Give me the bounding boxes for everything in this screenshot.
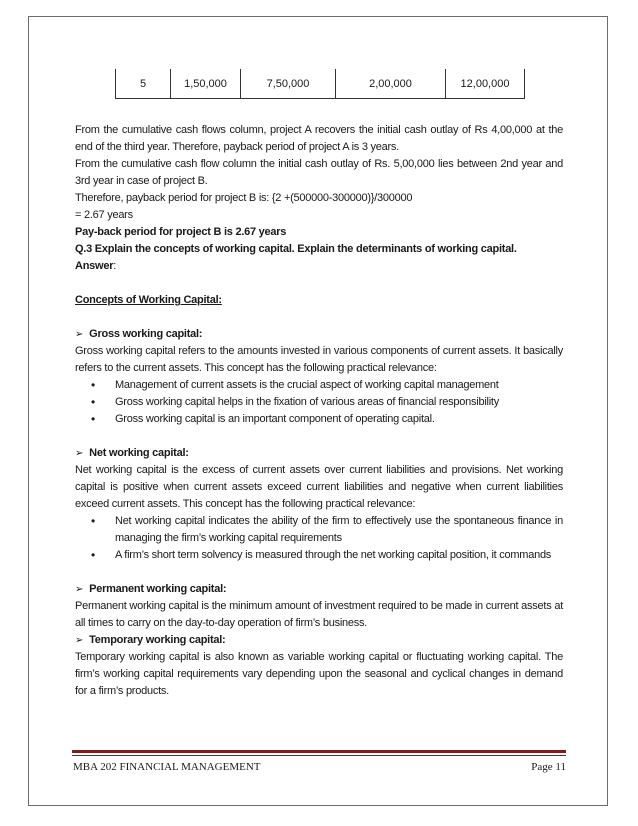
- gross-bullet-list: [75, 377, 563, 428]
- arrow-bullet-icon: ➢: [75, 584, 84, 595]
- paragraph-payback-formula: Therefore, payback period for project B is: {2 +(500000-300000)}/300000: [75, 192, 413, 204]
- question-heading: Q.3 Explain the concepts of working capital. Explain the determinants of working capital.: [75, 243, 517, 255]
- table-cell-cash-flow-a: 1,50,000: [171, 69, 241, 98]
- list-item: • A firm’s short term solvency is measured through the net working capital position, it commands: [75, 547, 563, 564]
- footer-page-number: Page 11: [531, 761, 566, 773]
- arrow-bullet-icon: ➢: [75, 329, 84, 340]
- table-cell-year: 5: [116, 69, 171, 98]
- arrow-bullet-icon: ➢: [75, 448, 84, 459]
- subheading-temporary: ➢ Temporary working capital:: [75, 634, 226, 646]
- section-heading-concepts: Concepts of Working Capital:: [75, 294, 222, 306]
- footer-rule-thick: [72, 750, 566, 753]
- table-cell-cumulative-a: 7,50,000: [241, 69, 336, 98]
- subheading-gross: ➢ Gross working capital:: [75, 328, 203, 340]
- arrow-bullet-icon: ➢: [75, 635, 84, 646]
- paragraph-temporary: Temporary working capital is also known as variable working capital or fluctuating working capital. The firm’s working capital requirements vary depending upon the seasonal and cyclical changes in demand for a firm’s products.: [75, 651, 563, 697]
- paragraph-permanent: Permanent working capital is the minimum amount of investment required to be made in current assets at all times to carry on the day-to-day operation of firm’s business.: [75, 600, 563, 629]
- paragraph-net: Net working capital is the excess of current assets over current liabilities and provisions. Net working capital is positive when current assets exceed current liabilities and negative when current liabilities exceed current assets. This concept has the following practical relevance:: [75, 464, 563, 510]
- answer-label: Answer:: [75, 260, 117, 272]
- payback-conclusion: Pay-back period for project B is 2.67 years: [75, 226, 287, 238]
- table-cell-cumulative-b: 12,00,000: [460, 77, 510, 90]
- paragraph-project-b: From the cumulative cash flow column the initial cash outlay of Rs. 5,00,000 lies between 2nd year and 3rd year in case of project B.: [75, 158, 563, 187]
- table-row: [115, 69, 525, 99]
- document-body: [75, 122, 563, 700]
- footer-rule-thin: [72, 755, 566, 756]
- paragraph-gross: Gross working capital refers to the amounts invested in various components of current assets. It basically refers to the current assets. This concept has the following practical relevance:: [75, 345, 563, 374]
- paragraph-project-a: From the cumulative cash flows column, project A recovers the initial cash outlay of Rs 4,00,000 at the end of the third year. Therefore, payback period of project A is 3 years.: [75, 124, 563, 153]
- list-item: • Gross working capital is an important component of operating capital.: [75, 411, 563, 428]
- page-footer: [73, 761, 566, 773]
- footer-course-title: MBA 202 FINANCIAL MANAGEMENT: [73, 761, 261, 773]
- list-item: • Net working capital indicates the ability of the firm to effectively use the spontaneous finance in managing the firm’s working capital requirements: [75, 513, 563, 547]
- list-item: • Management of current assets is the crucial aspect of working capital management: [75, 377, 563, 394]
- net-bullet-list: [75, 513, 563, 564]
- subheading-net: ➢ Net working capital:: [75, 447, 189, 459]
- subheading-permanent: ➢ Permanent working capital:: [75, 583, 227, 595]
- paragraph-payback-result: = 2.67 years: [75, 209, 133, 221]
- list-item: • Gross working capital helps in the fixation of various areas of financial responsibility: [75, 394, 563, 411]
- table-cell-cash-flow-b: 2,00,000: [336, 69, 446, 98]
